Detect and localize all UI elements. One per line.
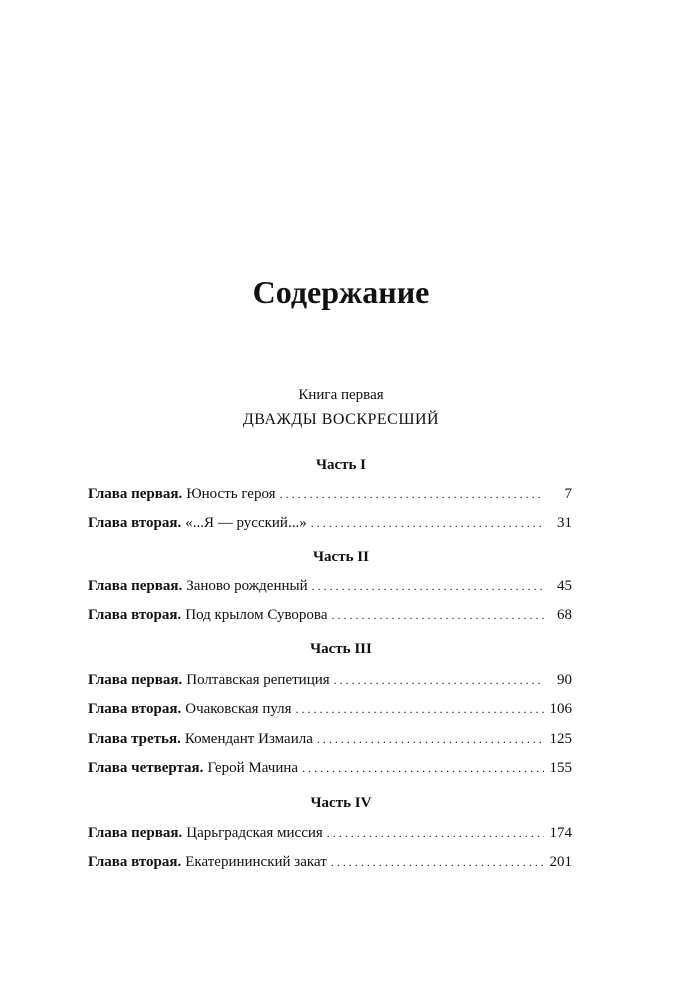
toc-entry[interactable]: [88, 823, 572, 843]
chapter-label: Глава вторая.: [88, 701, 182, 717]
dot-leader: [327, 823, 544, 843]
toc-entry[interactable]: [88, 699, 572, 719]
chapter-title: Герой Мачина: [207, 760, 299, 776]
book-label: Книга первая: [298, 387, 384, 403]
chapter-title: Юность героя: [186, 486, 276, 502]
dot-leader: [331, 605, 544, 625]
chapter-label: Глава четвертая.: [88, 760, 204, 776]
chapter-label: Глава вторая.: [88, 854, 182, 870]
chapter-title: Екатерининский закат: [185, 854, 327, 870]
dot-leader: [296, 699, 544, 719]
chapter-title: Царьградская миссия: [186, 825, 323, 841]
toc-entry[interactable]: [88, 513, 572, 533]
chapter-title: Комендант Измаила: [184, 731, 313, 747]
page-number: 201: [549, 854, 572, 870]
part-heading: Часть III: [310, 641, 372, 657]
chapter-label: Глава третья.: [88, 731, 181, 747]
page-number: 106: [549, 701, 572, 717]
toc-entry[interactable]: [88, 576, 572, 596]
chapter-label: Глава первая.: [88, 672, 183, 688]
chapter-title: Заново рожденный: [186, 578, 308, 594]
dot-leader: [312, 576, 544, 596]
chapter-title: Полтавская репетиция: [186, 672, 330, 688]
dot-leader: [334, 670, 544, 690]
book-title: ДВАЖДЫ ВОСКРЕСШИЙ: [242, 411, 440, 428]
chapter-title: Очаковская пуля: [185, 701, 292, 717]
page-number: 125: [549, 731, 572, 747]
chapter-title: Под крылом Суворова: [185, 607, 328, 623]
toc-entry[interactable]: [88, 605, 572, 625]
page-number: 90: [557, 672, 572, 688]
chapter-label: Глава первая.: [88, 578, 183, 594]
page-number: 31: [557, 515, 572, 531]
chapter-label: Глава первая.: [88, 825, 183, 841]
page-number: 45: [557, 578, 572, 594]
toc-entry[interactable]: [88, 729, 572, 749]
toc-entry[interactable]: [88, 852, 572, 872]
dot-leader: [302, 758, 543, 778]
page-number: 174: [549, 825, 572, 841]
chapter-label: Глава вторая.: [88, 607, 182, 623]
dot-leader: [280, 484, 544, 504]
part-heading: Часть II: [313, 549, 369, 565]
part-heading: Часть IV: [310, 795, 372, 811]
dot-leader: [317, 729, 544, 749]
toc-entry[interactable]: [88, 670, 572, 690]
dot-leader: [311, 513, 544, 533]
page-number: 68: [557, 607, 572, 623]
page-number: 155: [549, 760, 572, 776]
page-title: Содержание: [252, 274, 430, 310]
dot-leader: [331, 852, 544, 872]
chapter-label: Глава первая.: [88, 486, 183, 502]
chapter-title: «...Я — русский...»: [185, 515, 307, 531]
toc-entry[interactable]: [88, 484, 572, 504]
part-heading: Часть I: [315, 457, 367, 473]
toc-entry[interactable]: [88, 758, 572, 778]
chapter-label: Глава вторая.: [88, 515, 182, 531]
page-number: 7: [564, 486, 572, 502]
